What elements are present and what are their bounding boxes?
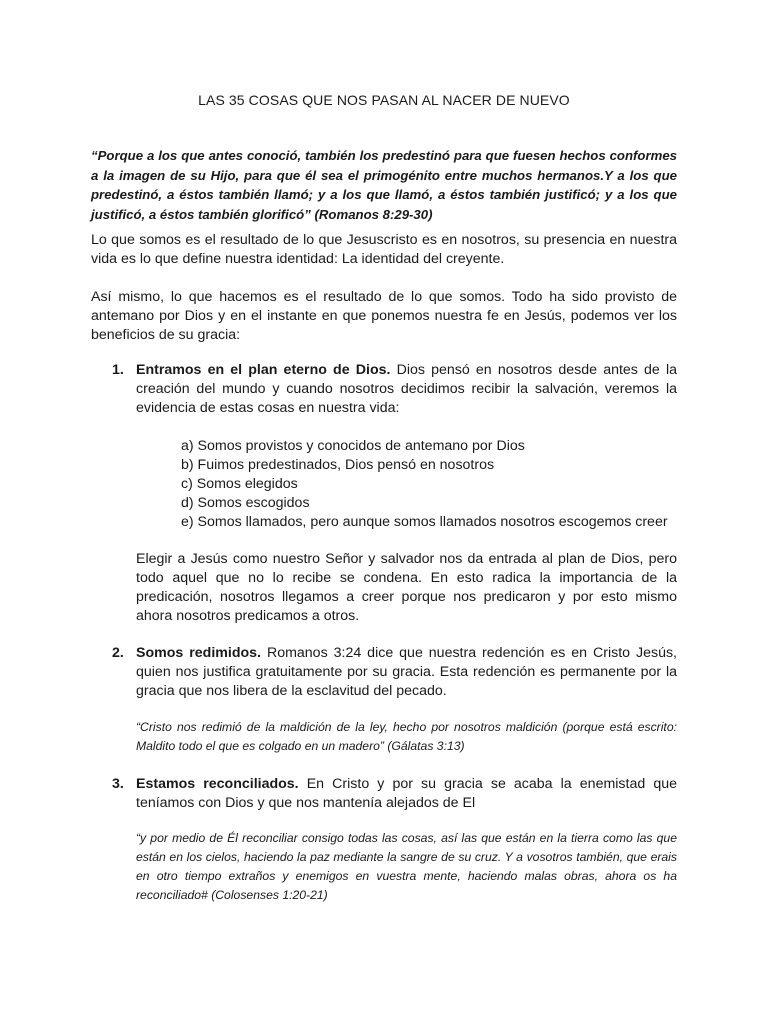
epigraph-quote: “Porque a los que antes conoció, también los predestinó para que fuesen hechos conformes a la imagen de su Hijo, para que él sea el primogénito entre muchos hermanos.Y a los que predestinó, a éstos también llamó; y a los que llamó, a éstos también justificó; y a los que justificó, a éstos también glorificó” (Romanos 8:29-30)	[91, 148, 677, 222]
sublist-item: b) Fuimos predestinados, Dios pensó en nosotros	[181, 457, 495, 473]
item-1-followup: Elegir a Jesús como nuestro Señor y salvador nos da entrada al plan de Dios, pero todo aquel que no lo recibe se condena. En esto radica la importancia de la predicación, nosotros llegamos a creer porque nos predicaron y por esto mismo ahora nosotros predicamos a otros.	[136, 551, 677, 624]
item-body	[136, 644, 677, 701]
intro-paragraph-1: Lo que somos es el resultado de lo que Jesuscristo es en nosotros, su presencia en nuestra vida es lo que define nuestra identidad: La identidad del creyente.	[91, 232, 677, 267]
sublist-item: e) Somos llamados, pero aunque somos llamados nosotros escogemos creer	[181, 514, 668, 530]
sublist-item: a) Somos provistos y conocidos de antemano por Dios	[181, 438, 525, 454]
item-text: Romanos 3:24 dice que nuestra redención es en Cristo Jesús, quien nos justifica gratuitamente por su gracia. Esta redención es permanente por la gracia que nos libera de la esclavitud del pecado.	[136, 645, 677, 699]
item-heading: Entramos en el plan eterno de Dios.	[136, 362, 391, 378]
item-number: 2.	[112, 645, 124, 661]
bible-quote: “Cristo nos redimió de la maldición de la ley, hecho por nosotros maldición (porque está escrito: Maldito todo el que es colgado en un madero” (Gálatas 3:13)	[136, 720, 677, 753]
item-number: 3.	[112, 776, 124, 792]
intro-paragraph-2: Así mismo, lo que hacemos es el resultado de lo que somos. Todo ha sido provisto de antemano por Dios y en el instante en que ponemos nuestra fe en Jesús, podemos ver los beneficios de su gracia:	[91, 289, 677, 343]
sublist	[181, 437, 681, 532]
bible-quote: “y por medio de Él reconciliar consigo todas las cosas, así las que están en la tierra como las que están en los cielos, haciendo la paz mediante la sangre de su cruz. Y a vosotros también, que erais en otro tiempo extraños y enemigos en vuestra mente, haciendo malas obras, ahora os ha reconciliado# (Colosenses 1:20-21)	[136, 831, 677, 902]
item-body	[136, 775, 677, 813]
sublist-item: c) Somos elegidos	[181, 476, 298, 492]
item-heading: Somos redimidos.	[136, 645, 261, 661]
sublist-item: d) Somos escogidos	[181, 495, 310, 511]
item-heading: Estamos reconciliados.	[136, 776, 299, 792]
item-text: Dios pensó en nosotros desde antes de la creación del mundo y cuando nosotros decidimos recibir la salvación, veremos la evidencia de estas cosas en nuestra vida:	[136, 362, 678, 416]
list-item-1	[112, 361, 677, 418]
document-title: LAS 35 COSAS QUE NOS PASAN AL NACER DE NUEVO	[198, 92, 570, 108]
item-number: 1.	[112, 362, 124, 378]
item-text: En Cristo y por su gracia se acaba la enemistad que teníamos con Dios y que nos mantenía alejados de El	[136, 776, 677, 811]
item-body	[136, 361, 677, 418]
list-item-2	[112, 644, 677, 701]
list-item-3	[112, 775, 677, 813]
